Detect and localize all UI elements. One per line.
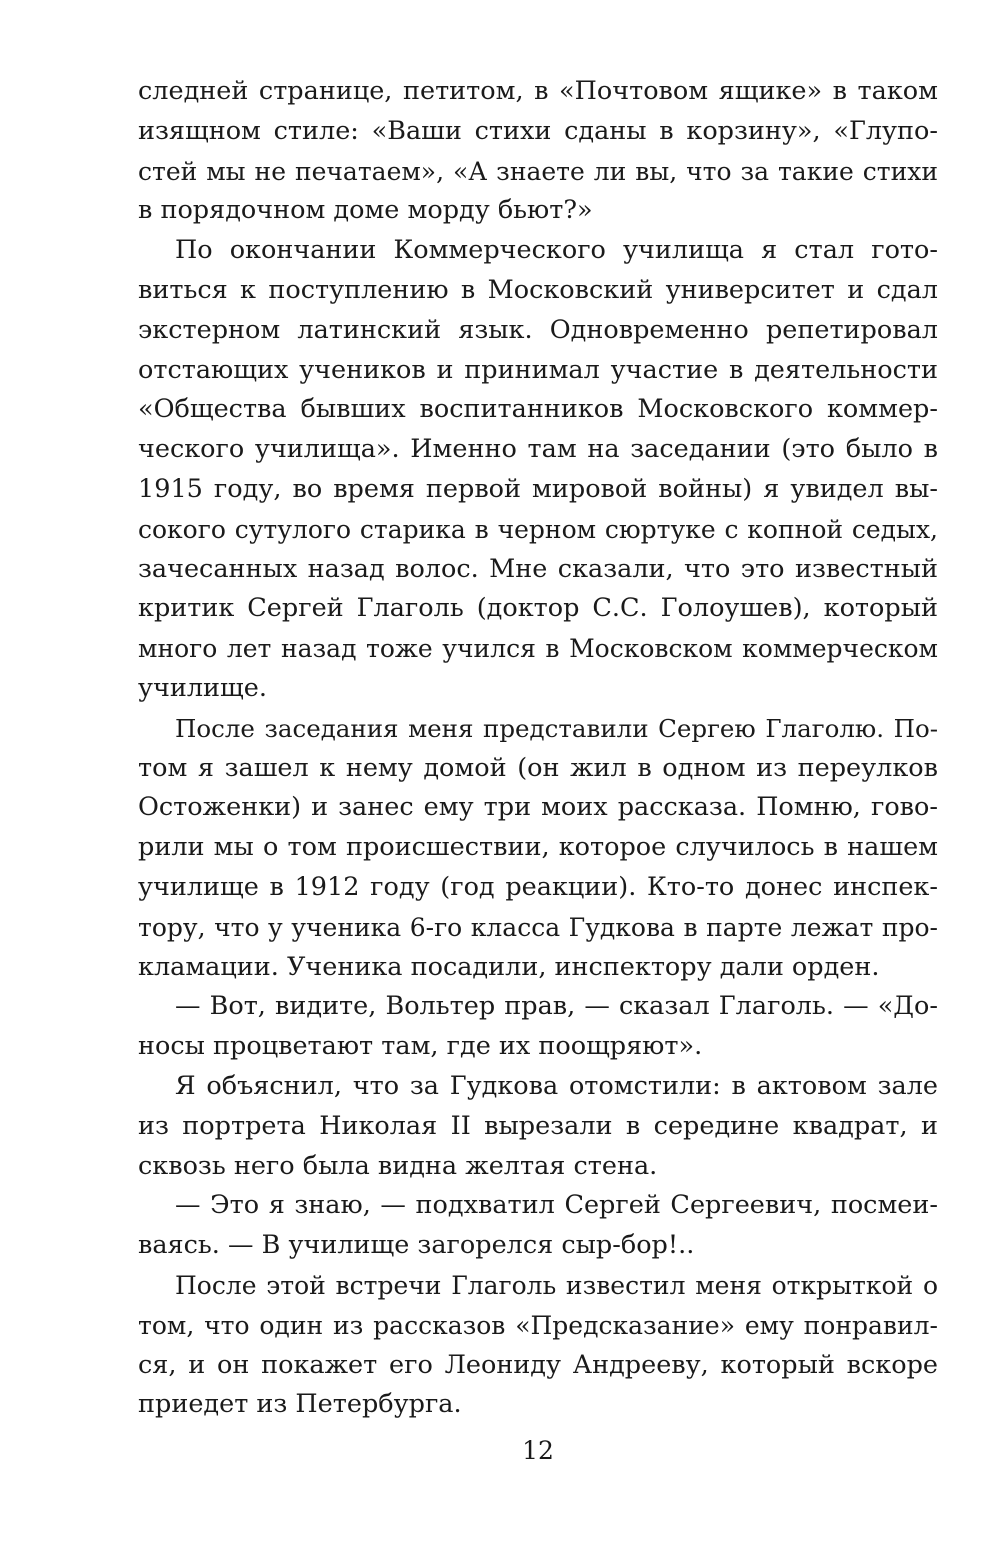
text-line: сокого сутулого старика в черном сюртуке с копной седых,	[138, 514, 938, 544]
text-line: критик Сергей Глаголь (доктор С.С. Голоушев), который	[138, 593, 938, 624]
text-line: следней странице, петитом, в «Почтовом ящике» в таком	[138, 76, 938, 106]
page-number: 12	[522, 1436, 554, 1465]
text-line: Остоженки) и занес ему три моих рассказа. Помню, гово-	[138, 792, 938, 823]
body-text	[138, 72, 938, 1425]
text-line: много лет назад тоже учился в Московском коммерческом	[138, 634, 938, 664]
text-line: После заседания меня представили Сергею Глаголю. По-	[175, 713, 938, 743]
text-line: из портрета Николая II вырезали в середине квадрат, и	[138, 1110, 938, 1141]
text-line: носы процветают там, где их поощряют».	[138, 1031, 703, 1062]
text-line: училище в 1912 году (год реакции). Кто-то донес инспек-	[138, 871, 938, 902]
text-line: рили мы о том происшествии, которое случилось в нашем	[138, 832, 938, 863]
text-line: сквозь него была видна желтая стена.	[138, 1150, 658, 1181]
text-line: ваясь. — В училище загорелся сыр-бор!..	[138, 1230, 695, 1261]
text-line: ся, и он покажет его Леониду Андрееву, который вскоре	[138, 1349, 938, 1380]
text-line: По окончании Коммерческого училища я стал гото-	[175, 235, 938, 266]
text-line: экстерном латинский язык. Одновременно репетировал	[138, 314, 938, 345]
text-line: 1915 году, во время первой мировой войны) я увидел вы-	[138, 473, 938, 504]
text-line: зачесанных назад волос. Мне сказали, что это известный	[138, 553, 938, 584]
text-line: «Общества бывших воспитанников Московского коммер-	[138, 394, 938, 425]
text-line: приедет из Петербурга.	[138, 1389, 462, 1420]
text-line: кламации. Ученика посадили, инспектору дали орден.	[138, 951, 880, 982]
text-line: училище.	[138, 672, 267, 703]
text-line: — Это я знаю, — подхватил Сергей Сергеевич, посмеи-	[175, 1190, 938, 1221]
text-line: — Вот, видите, Вольтер прав, — сказал Глаголь. — «До-	[175, 991, 938, 1022]
text-line: изящном стиле: «Ваши стихи сданы в корзину», «Глупо-	[138, 115, 938, 146]
text-line: Я объяснил, что за Гудкова отомстили: в актовом зале	[175, 1070, 938, 1101]
text-line: в порядочном доме морду бьют?»	[138, 195, 593, 226]
text-line: отстающих учеников и принимал участие в деятельности	[138, 354, 938, 385]
text-line: ческого училища». Именно там на заседании (это было в	[138, 434, 938, 465]
text-line: том я зашел к нему домой (он жил в одном из переулков	[138, 752, 938, 783]
text-line: После этой встречи Глаголь известил меня открыткой о	[175, 1270, 938, 1300]
text-line: том, что один из рассказов «Предсказание» ему понравил-	[138, 1310, 938, 1340]
text-line: тору, что у ученика 6-го класса Гудкова в парте лежат про-	[138, 912, 938, 942]
text-line: стей мы не печатаем», «А знаете ли вы, что за такие стихи	[138, 156, 938, 186]
text-line: виться к поступлению в Московский университет и сдал	[138, 274, 938, 305]
